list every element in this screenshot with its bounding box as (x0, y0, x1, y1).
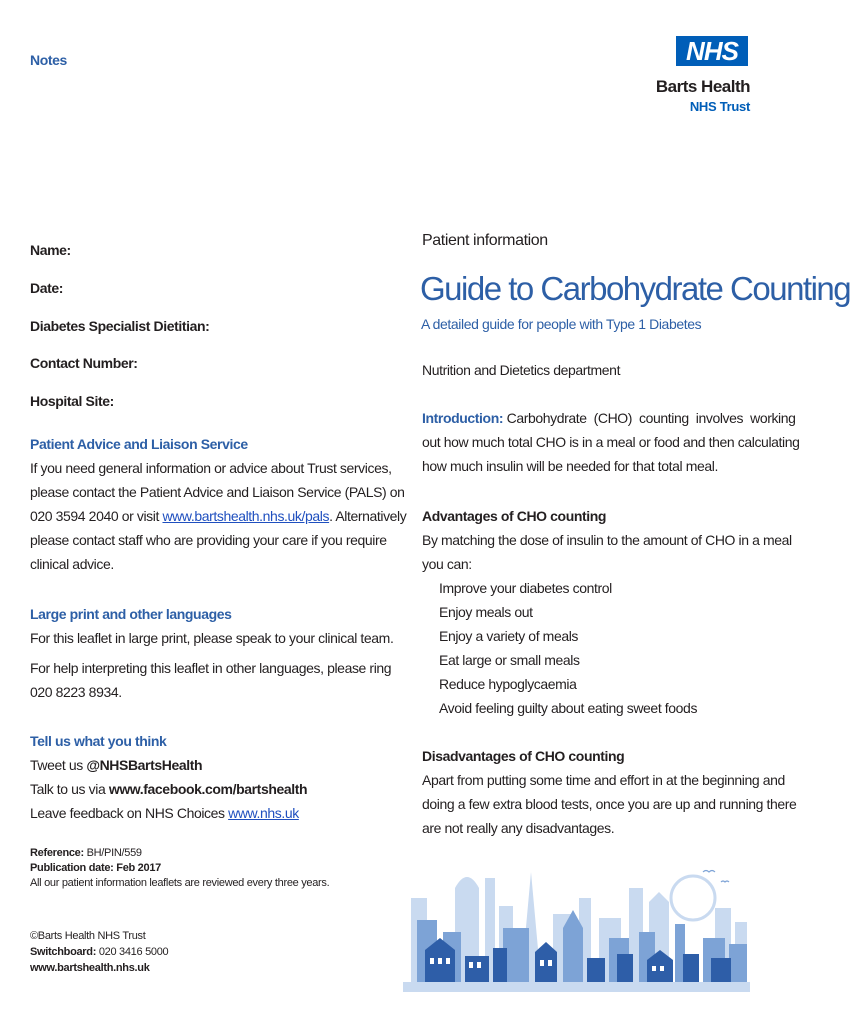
review-note: All our patient information leaflets are reviewed every three years. (30, 877, 330, 889)
notes-heading: Notes (30, 52, 67, 68)
list-item: Enjoy meals out (439, 604, 533, 620)
intro-line: how much insulin will be needed for that total meal. (422, 458, 718, 474)
trust-name: Barts Health (655, 77, 750, 96)
list-item: Enjoy a variety of meals (439, 628, 579, 644)
reference-block (30, 846, 329, 891)
reference-line (30, 846, 329, 861)
advantages-text: you can: (422, 556, 472, 572)
intro-line (422, 406, 796, 430)
nhs-choices-prefix: Leave feedback on NHS Choices (30, 805, 229, 821)
disadvantages-text: Apart from putting some time and effort in at the beginning and (422, 772, 785, 788)
pals-heading: Patient Advice and Liaison Service (30, 436, 248, 452)
advantages-text: By matching the dose of insulin to the amount of CHO in a meal (422, 532, 792, 548)
pals-text-line: please contact the Patient Advice and Liaison Service (PALS) on (30, 484, 405, 500)
large-print-section (30, 602, 394, 704)
pals-text-line: clinical advice. (30, 556, 114, 572)
department-name: Nutrition and Dietetics department (422, 362, 621, 378)
pals-phone-text: 020 3594 2040 or visit (30, 508, 163, 524)
intro-text: Carbohydrate (CHO) counting involves working (503, 410, 796, 426)
feedback-heading: Tell us what you think (30, 733, 167, 749)
footer-website: www.bartshealth.nhs.uk (30, 962, 150, 974)
pals-text-line (30, 504, 407, 528)
nhs-choices-line (30, 801, 375, 825)
reference-value: BH/PIN/559 (83, 847, 142, 859)
nhs-choices-link[interactable]: www.nhs.uk (228, 805, 299, 821)
large-print-text: For this leaflet in large print, please speak to your clinical team. (30, 630, 394, 646)
list-item: Avoid feeling guilty about eating sweet foods (439, 700, 698, 716)
pals-text-line: please contact staff who are providing your care if you require (30, 532, 387, 548)
facebook-line (30, 777, 375, 801)
feedback-section (30, 729, 375, 825)
list-item: Improve your diabetes control (439, 580, 612, 596)
large-print-heading: Large print and other languages (30, 606, 232, 622)
switchboard-line (30, 944, 168, 960)
intro-line: out how much total CHO is in a meal or food and then calculating (422, 434, 800, 450)
patient-info-label: Patient information (422, 232, 548, 249)
publication-date: Publication date: Feb 2017 (30, 862, 161, 874)
date-field-label: Date: (30, 280, 64, 296)
document-subtitle: A detailed guide for people with Type 1 Diabetes (421, 316, 702, 332)
disadvantages-text: are not really any disadvantages. (422, 820, 615, 836)
twitter-prefix: Tweet us (30, 757, 87, 773)
interpreting-text: For help interpreting this leaflet in other languages, please ring (30, 660, 392, 676)
switchboard-number: 020 3416 5000 (96, 946, 169, 958)
pals-text-line: If you need general information or advice about Trust services, (30, 460, 392, 476)
pals-website-link[interactable]: www.bartshealth.nhs.uk/pals (162, 508, 330, 524)
hospital-site-field-label: Hospital Site: (30, 393, 114, 409)
copyright-text: ©Barts Health NHS Trust (30, 930, 146, 942)
disadvantages-text: doing a few extra blood tests, once you are up and running there (422, 796, 797, 812)
trust-subname: NHS Trust (689, 99, 750, 114)
advantages-list (422, 576, 740, 720)
switchboard-label: Switchboard: (30, 946, 97, 958)
london-skyline-illustration (403, 858, 750, 992)
facebook-prefix: Talk to us via (30, 781, 109, 797)
advantages-section (422, 504, 792, 720)
disadvantages-heading: Disadvantages of CHO counting (422, 748, 625, 764)
intro-label: Introduction: (422, 410, 504, 426)
contact-number-field-label: Contact Number: (30, 355, 138, 371)
twitter-handle: @NHSBartsHealth (86, 757, 203, 773)
list-item: Reduce hypoglycaemia (439, 676, 577, 692)
twitter-line (30, 753, 375, 777)
introduction-section (422, 406, 800, 478)
pals-section (30, 432, 407, 576)
list-item: Eat large or small meals (439, 652, 580, 668)
reference-label: Reference: (30, 847, 84, 859)
nhs-logo: NHS (676, 36, 748, 66)
document-title: Guide to Carbohydrate Counting (420, 270, 850, 307)
pals-text-tail: . Alternatively (329, 508, 407, 524)
interpreting-phone: 020 8223 8934. (30, 684, 122, 700)
advantages-heading: Advantages of CHO counting (422, 508, 607, 524)
facebook-url: www.facebook.com/bartshealth (108, 781, 308, 797)
trust-footer (30, 928, 168, 976)
name-field-label: Name: (30, 242, 71, 258)
disadvantages-section (422, 744, 797, 840)
dietitian-field-label: Diabetes Specialist Dietitian: (30, 318, 210, 334)
